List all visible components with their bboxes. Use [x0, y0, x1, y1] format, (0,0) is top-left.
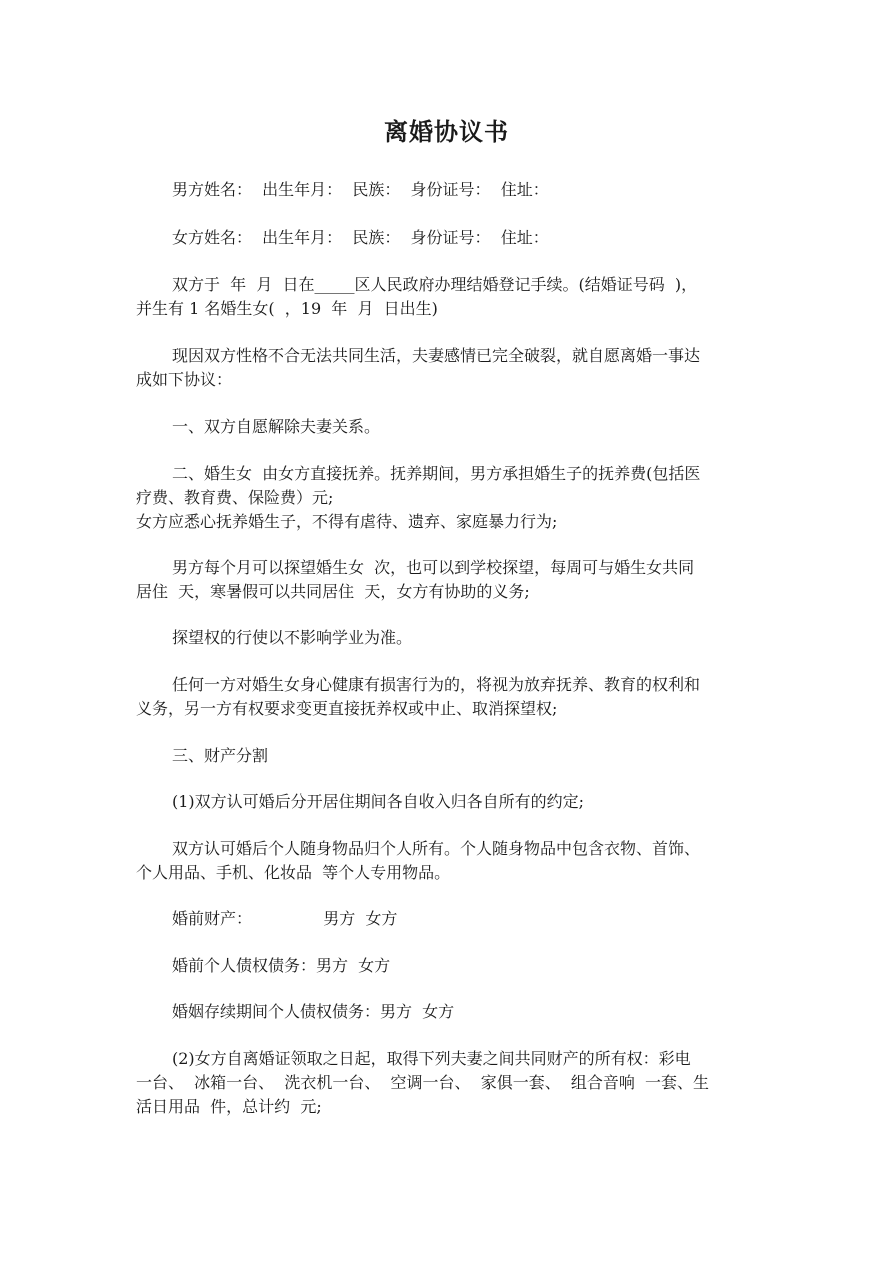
paragraph-line: (1)双方认可婚后分开居住期间各自收入归各自所有的约定;	[172, 792, 585, 811]
paragraph-line: 男方姓名： 出生年月： 民族： 身份证号： 住址：	[172, 180, 549, 199]
paragraph-line: 活日用品 件，总计约 元;	[136, 1097, 322, 1116]
paragraph-line: 探望权的行使以不影响学业为准。	[172, 628, 413, 647]
paragraph-line: 女方应悉心抚养婚生子，不得有虐待、遗弃、家庭暴力行为;	[136, 512, 558, 531]
paragraph-line: 三、财产分割	[172, 746, 269, 765]
paragraph-line: 双方认可婚后个人随身物品归个人所有。个人随身物品中包含衣物、首饰、	[172, 839, 701, 858]
paragraph-line: 婚姻存续期间个人债权债务：男方 女方	[172, 1002, 455, 1021]
paragraph-line: 一台、 冰箱一台、 洗衣机一台、 空调一台、 家俱一套、 组合音响 一套、生	[136, 1073, 710, 1092]
paragraph-line: 任何一方对婚生女身心健康有损害行为的，将视为放弃抚养、教育的权利和	[172, 675, 701, 694]
paragraph-line: 二、婚生女 由女方直接抚养。抚养期间，男方承担婚生子的抚养费(包括医	[172, 464, 701, 483]
paragraph-line: 居住 天，寒暑假可以共同居住 天，女方有协助的义务;	[136, 582, 530, 601]
paragraph-line: 女方姓名： 出生年月： 民族： 身份证号： 住址：	[172, 228, 549, 247]
paragraph-line: 成如下协议：	[136, 370, 233, 389]
paragraph-line: 婚前财产： 男方 女方	[172, 909, 398, 928]
paragraph-line: 义务，另一方有权要求变更直接抚养权或中止、取消探望权;	[136, 699, 558, 718]
paragraph-line: (2)女方自离婚证领取之日起，取得下列夫妻之间共同财产的所有权：彩电	[172, 1049, 691, 1068]
paragraph-line: 现因双方性格不合无法共同生活，夫妻感情已完全破裂，就自愿离婚一事达	[172, 346, 701, 365]
paragraph-line: 疗费、教育费、保险费）元;	[136, 488, 334, 507]
paragraph-line: 男方每个月可以探望婚生女 次，也可以到学校探望，每周可与婚生女共同	[172, 558, 695, 577]
paragraph-line: 并生有 1 名婚生女( ，19 年 月 日出生)	[136, 299, 438, 318]
paragraph-line: 个人用品、手机、化妆品 等个人专用物品。	[136, 863, 451, 882]
paragraph-line: 一、双方自愿解除夫妻关系。	[172, 417, 381, 436]
paragraph-line: 双方于 年 月 日在_____区人民政府办理结婚登记手续。(结婚证号码 )，	[172, 275, 698, 294]
paragraph-line: 婚前个人债权债务：男方 女方	[172, 956, 391, 975]
document-title: 离婚协议书	[384, 118, 509, 146]
